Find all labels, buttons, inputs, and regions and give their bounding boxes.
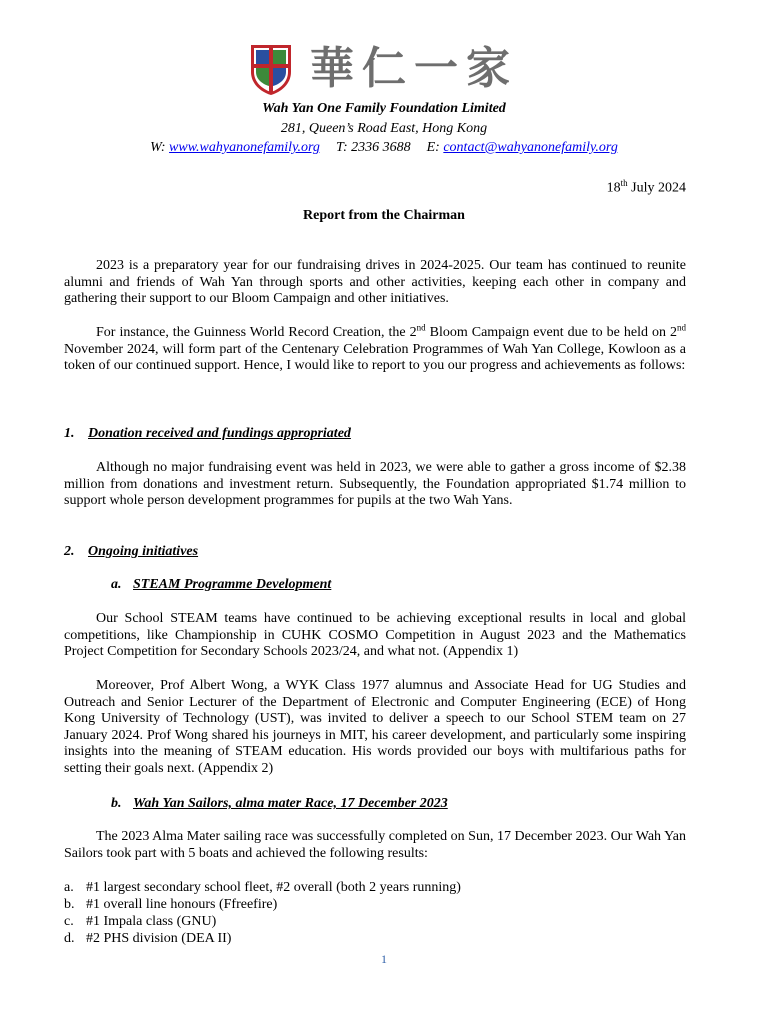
logo-chinese-wordmark: 華仁一家 xyxy=(310,43,518,94)
website-link[interactable]: www.wahyanonefamily.org xyxy=(169,140,320,155)
intro-paragraph-2: For instance, the Guinness World Record Creation, the 2nd Bloom Campaign event due to be held on 2nd November 2024, will form part of the Centenary Celebration Programmes of Wah Yan College, Kowloon as a token of our continued support. Hence, I would like to report to you our progress and achievements as follows: xyxy=(64,322,686,374)
web-label: W: xyxy=(150,140,166,155)
contact-line xyxy=(0,139,768,157)
intro-paragraph-1: 2023 is a preparatory year for our fundraising drives in 2024-2025. Our team has continued to reunite alumni and friends of Wah Yan through sports and other activities, keeping each other in company and gathering their support to our Bloom Campaign and other initiatives. xyxy=(64,258,686,307)
foundation-logo xyxy=(246,40,516,98)
list-item: a. #1 largest secondary school fleet, #2 overall (both 2 years running) xyxy=(64,880,461,895)
list-item: c. #1 Impala class (GNU) xyxy=(64,914,217,929)
report-title: Report from the Chairman xyxy=(303,208,465,223)
list-item: d. #2 PHS division (DEA II) xyxy=(64,931,232,946)
section-1-heading: 1. Donation received and fundings appropriated xyxy=(64,426,351,441)
crest-icon xyxy=(248,42,294,96)
email-link[interactable]: contact@wahyanonefamily.org xyxy=(443,140,618,155)
page-number: 1 xyxy=(381,952,387,966)
email-label: E: xyxy=(426,140,440,155)
letter-date: 18th July 2024 xyxy=(606,178,686,196)
org-address: 281, Queen’s Road East, Hong Kong xyxy=(280,121,488,136)
list-item: b. #1 overall line honours (Ffreefire) xyxy=(64,897,278,912)
section-2-heading: 2. Ongoing initiatives xyxy=(64,544,199,559)
org-name: Wah Yan One Family Foundation Limited xyxy=(262,101,506,116)
section-2a-paragraph-2: Moreover, Prof Albert Wong, a WYK Class 1977 alumnus and Associate Head for UG Studies and Outreach and Senior Lecturer of the Department of Electronic and Computer Engineering (ECE) of Hong Kong University of Technology (UST), was invited to deliver a speech to our School STEM team on 27 January 2024. Prof Wong shared his journeys in MIT, his career development, and particularly some inspiring insights into the meaning of STEAM education. His words provided our boys with multifarious paths for setting their goals next. (Appendix 2) xyxy=(64,678,686,776)
section-1-paragraph: Although no major fundraising event was held in 2023, we were able to gather a gross income of $2.38 million from donations and investment return. Subsequently, the Foundation appropriated $1.74 million to support whole person development programmes for pupils at the two Wah Yans. xyxy=(64,460,686,509)
section-2a-heading: a. STEAM Programme Development xyxy=(111,577,332,592)
section-2b-paragraph: The 2023 Alma Mater sailing race was successfully completed on Sun, 17 December 2023. Our Wah Yan Sailors took part with 5 boats and achieved the following results: xyxy=(64,829,686,861)
section-2a-paragraph-1: Our School STEAM teams have continued to be achieving exceptional results in local and global competitions, like Championship in CUHK COSMO Competition in August 2023 and the Mathematics Project Competition for Secondary Schools 2023/24, and what not. (Appendix 1) xyxy=(64,611,686,660)
section-2b-heading: b. Wah Yan Sailors, alma mater Race, 17 December 2023 xyxy=(111,796,448,811)
telephone: T: 2336 3688 xyxy=(335,140,411,155)
